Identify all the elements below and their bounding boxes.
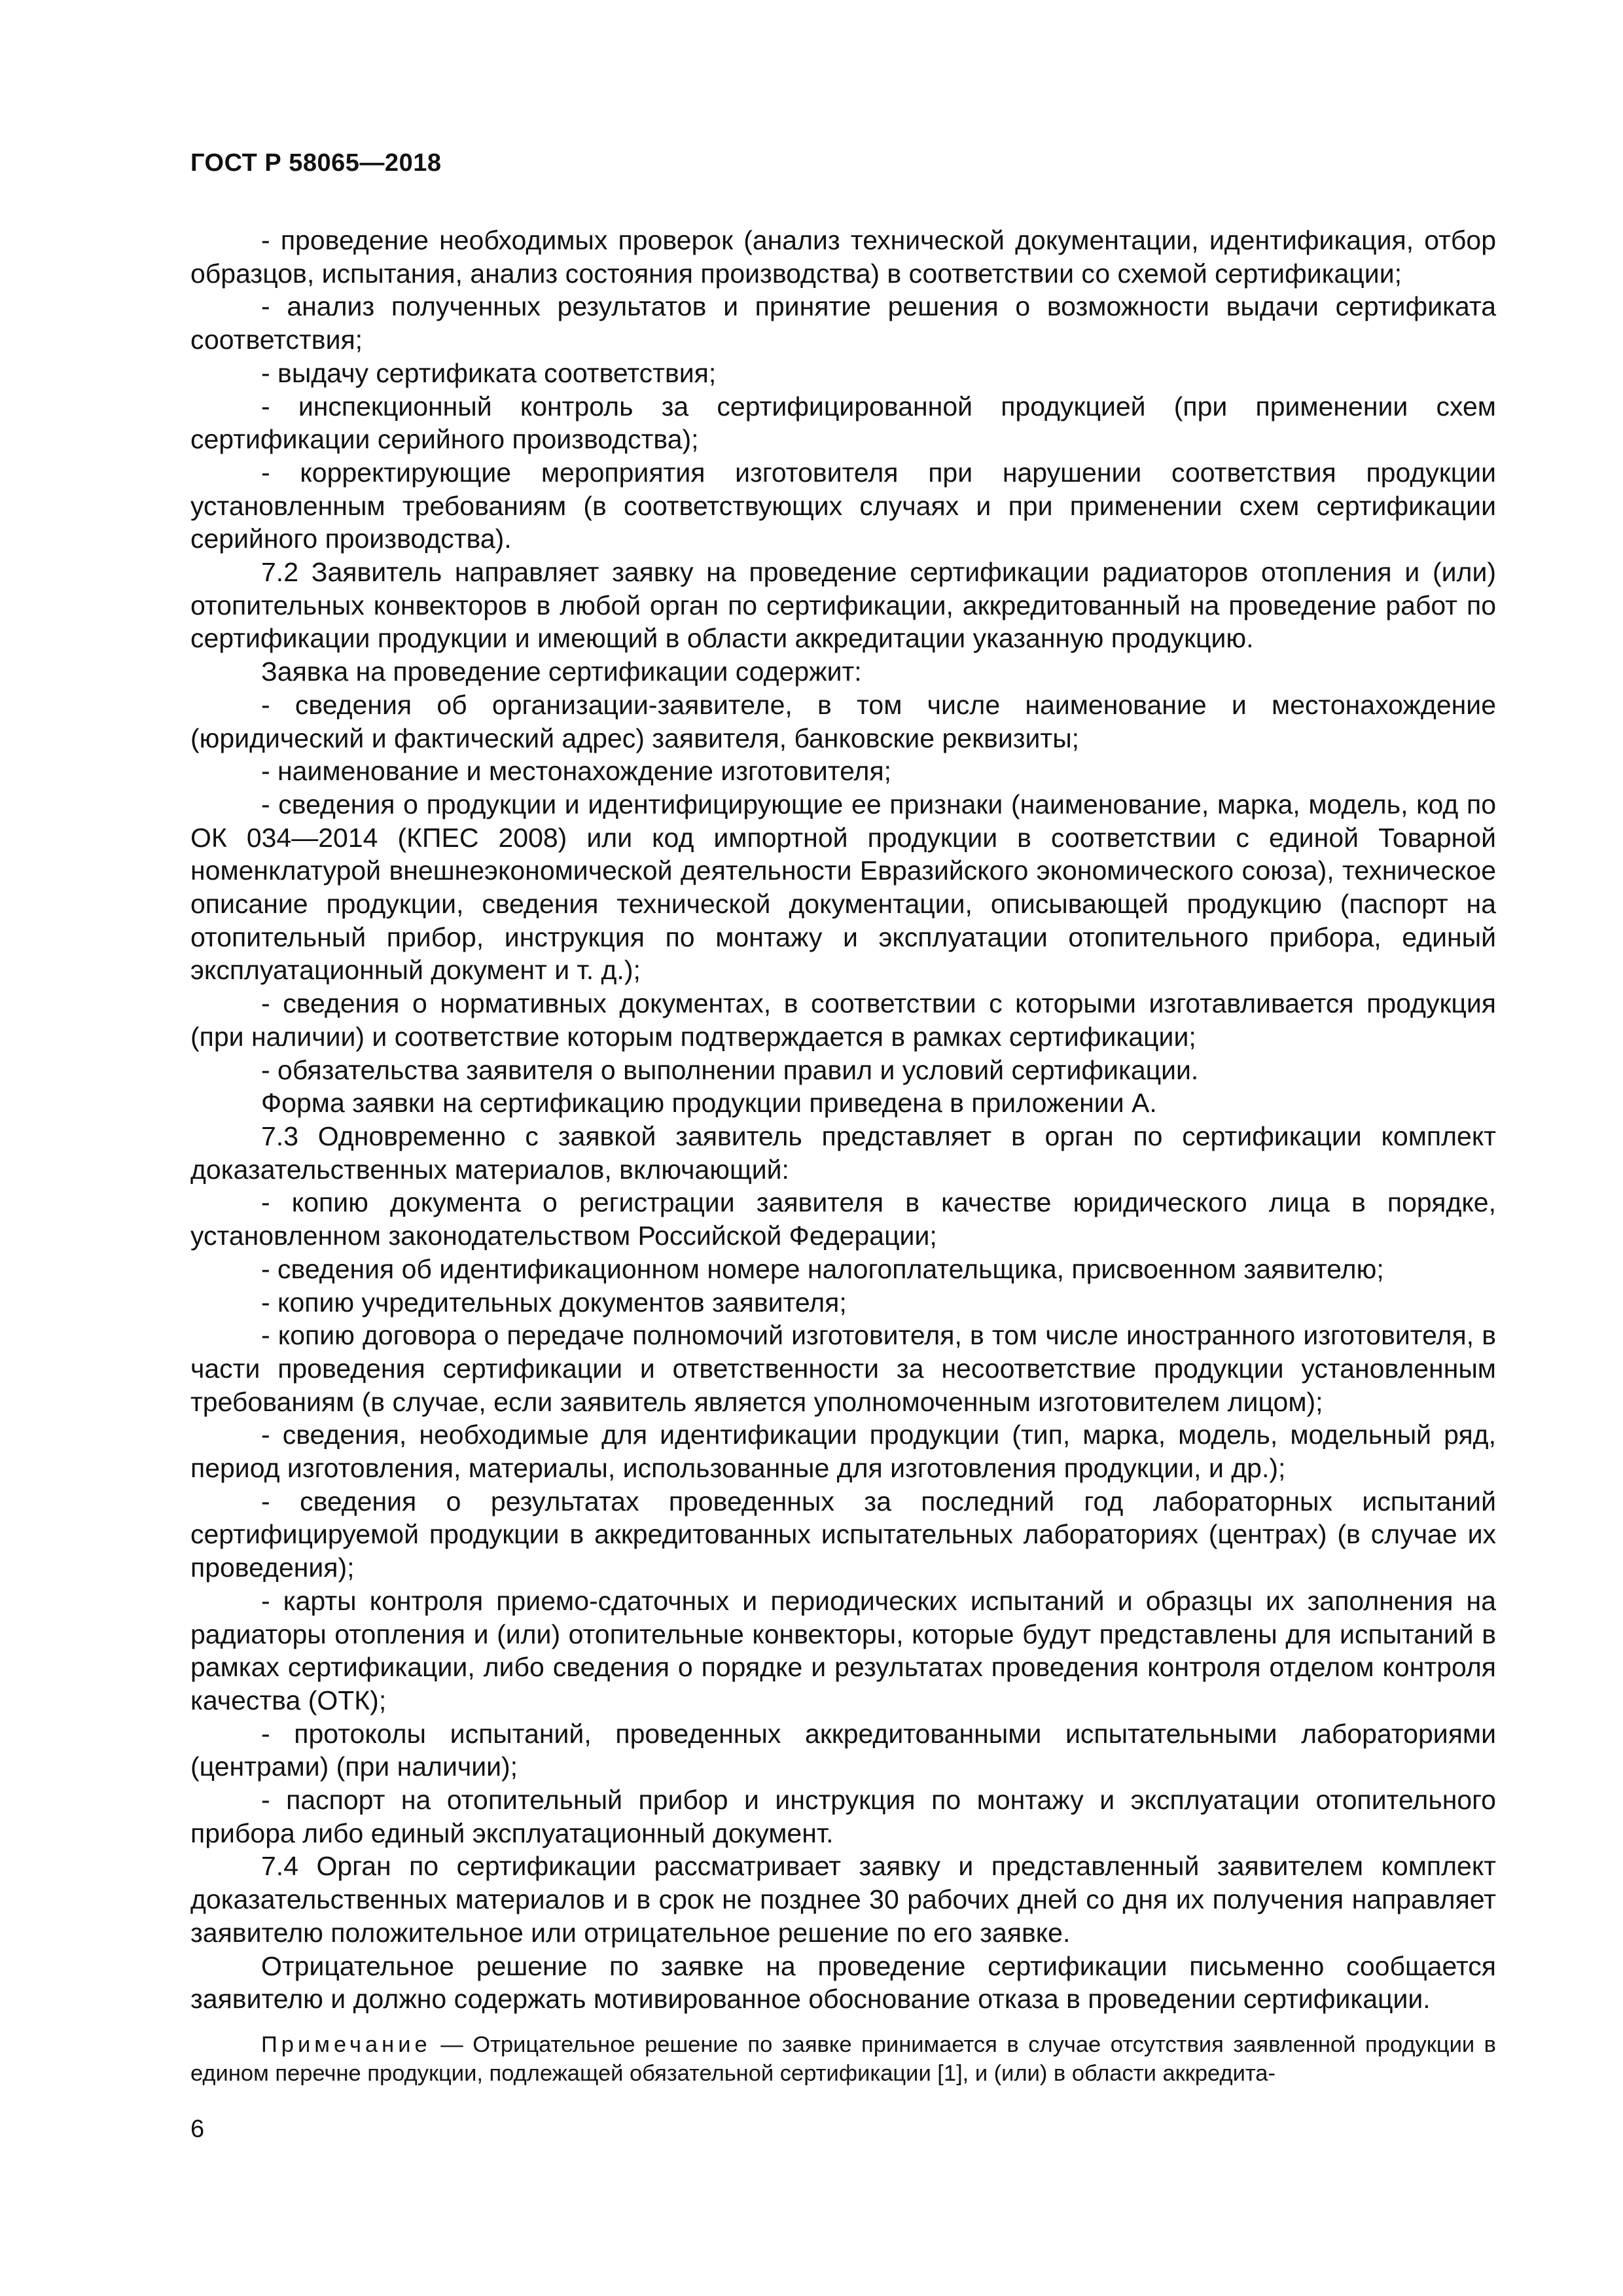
paragraph: - сведения о нормативных документах, в соответствии с которыми изготавливается продукция (при наличии) и соответствие которым подтверждается в рамках сертификации;	[190, 988, 1496, 1052]
paragraph: 7.4 Орган по сертификации рассматривает заявку и представленный заявителем комплект доказательственных материалов и в срок не позднее 30 рабочих дней со дня их получения направляет заявителю положительное или отрицательное решение по его заявке.	[190, 1851, 1496, 1948]
paragraph: Форма заявки на сертификацию продукции приведена в приложении А.	[261, 1088, 1157, 1119]
paragraph: - сведения, необходимые для идентификации продукции (тип, марка, модель, модельный ряд, период изготовления, материалы, использованные для изготовления продукции, и др.);	[190, 1420, 1496, 1484]
paragraph: - выдачу сертификата соответствия;	[261, 357, 717, 388]
paragraph: - копию учредительных документов заявителя;	[261, 1287, 847, 1318]
note	[190, 2030, 1496, 2088]
paragraph: - наименование и местонахождение изготовителя;	[261, 756, 892, 787]
document-header: ГОСТ Р 58065—2018	[190, 149, 442, 177]
document-body	[190, 224, 1496, 2088]
paragraph: 7.3 Одновременно с заявкой заявитель представляет в орган по сертификации комплект доказательственных материалов, включающий:	[190, 1121, 1496, 1185]
note-label: Примечание	[261, 2032, 431, 2057]
paragraph: - паспорт на отопительный прибор и инструкция по монтажу и эксплуатации отопительного прибора либо единый эксплуатационный документ.	[190, 1785, 1496, 1848]
paragraph: - сведения о продукции и идентифицирующие ее признаки (наименование, марка, модель, код по ОК 034—2014 (КПЕС 2008) или код импортной продукции в соответствии с единой Товарной номенклатурой внешнеэкономической деятельности Евразийского экономического союза), техническое описание продукции, сведения технической документации, описывающей продукцию (паспорт на отопительный прибор, инструкция по монтажу и эксплуатации отопительного прибора, единый эксплуатационный документ и т. д.);	[190, 789, 1496, 986]
paragraph: - корректирующие мероприятия изготовителя при нарушении соответствия продукции установленным требованиям (в соответствующих случаях и при применении схем сертификации серийного производства).	[190, 457, 1496, 554]
note-text: — Отрицательное решение по заявке принимается в случае отсутствия заявленной продукции в едином перечне продукции, подлежащей обязательной сертификации [1], и (или) в области аккредита-	[190, 2032, 1496, 2086]
paragraph: - анализ полученных результатов и принятие решения о возможности выдачи сертификата соответствия;	[190, 291, 1496, 355]
paragraph: - обязательства заявителя о выполнении правил и условий сертификации.	[261, 1054, 1199, 1085]
paragraph: - проведение необходимых проверок (анализ технической документации, идентификация, отбор образцов, испытания, анализ состояния производства) в соответствии со схемой сертификации;	[190, 225, 1496, 289]
paragraph: - копию договора о передаче полномочий изготовителя, в том числе иностранного изготовителя, в части проведения сертификации и ответственности за несоответствие продукции установленным требованиям (в случае, если заявитель является уполномоченным изготовителем лицом);	[190, 1320, 1496, 1417]
paragraph: 7.2 Заявитель направляет заявку на проведение сертификации радиаторов отопления и (или) отопительных конвекторов в любой орган по сертификации, аккредитованный на проведение работ по сертификации продукции и имеющий в области аккредитации указанную продукцию.	[190, 557, 1496, 654]
paragraph: - инспекционный контроль за сертифицированной продукцией (при применении схем сертификации серийного производства);	[190, 391, 1496, 455]
paragraph: - сведения о результатах проведенных за последний год лабораторных испытаний сертифицируемой продукции в аккредитованных испытательных лабораториях (центрах) (в случае их проведения);	[190, 1486, 1496, 1583]
paragraph: - протоколы испытаний, проведенных аккредитованными испытательными лабораториями (центрами) (при наличии);	[190, 1718, 1496, 1782]
paragraph: - карты контроля приемо-сдаточных и периодических испытаний и образцы их заполнения на радиаторы отопления и (или) отопительные конвекторы, которые будут представлены для испытаний в рамках сертификации, либо сведения о порядке и результатах проведения контроля отделом контроля качества (ОТК);	[190, 1585, 1496, 1715]
page-number: 6	[190, 2115, 205, 2143]
paragraph: Отрицательное решение по заявке на проведение сертификации письменно сообщается заявителю и должно содержать мотивированное обоснование отказа в проведении сертификации.	[190, 1950, 1496, 2015]
paragraph: - сведения об организации-заявителе, в том числе наименование и местонахождение (юридический и фактический адрес) заявителя, банковские реквизиты;	[190, 689, 1496, 753]
paragraph: - сведения об идентификационном номере налогоплательщика, присвоенном заявителю;	[261, 1253, 1384, 1284]
paragraph: Заявка на проведение сертификации содержит:	[261, 656, 862, 687]
paragraph: - копию документа о регистрации заявителя в качестве юридического лица в порядке, установленном законодательством Российской Федерации;	[190, 1187, 1496, 1251]
